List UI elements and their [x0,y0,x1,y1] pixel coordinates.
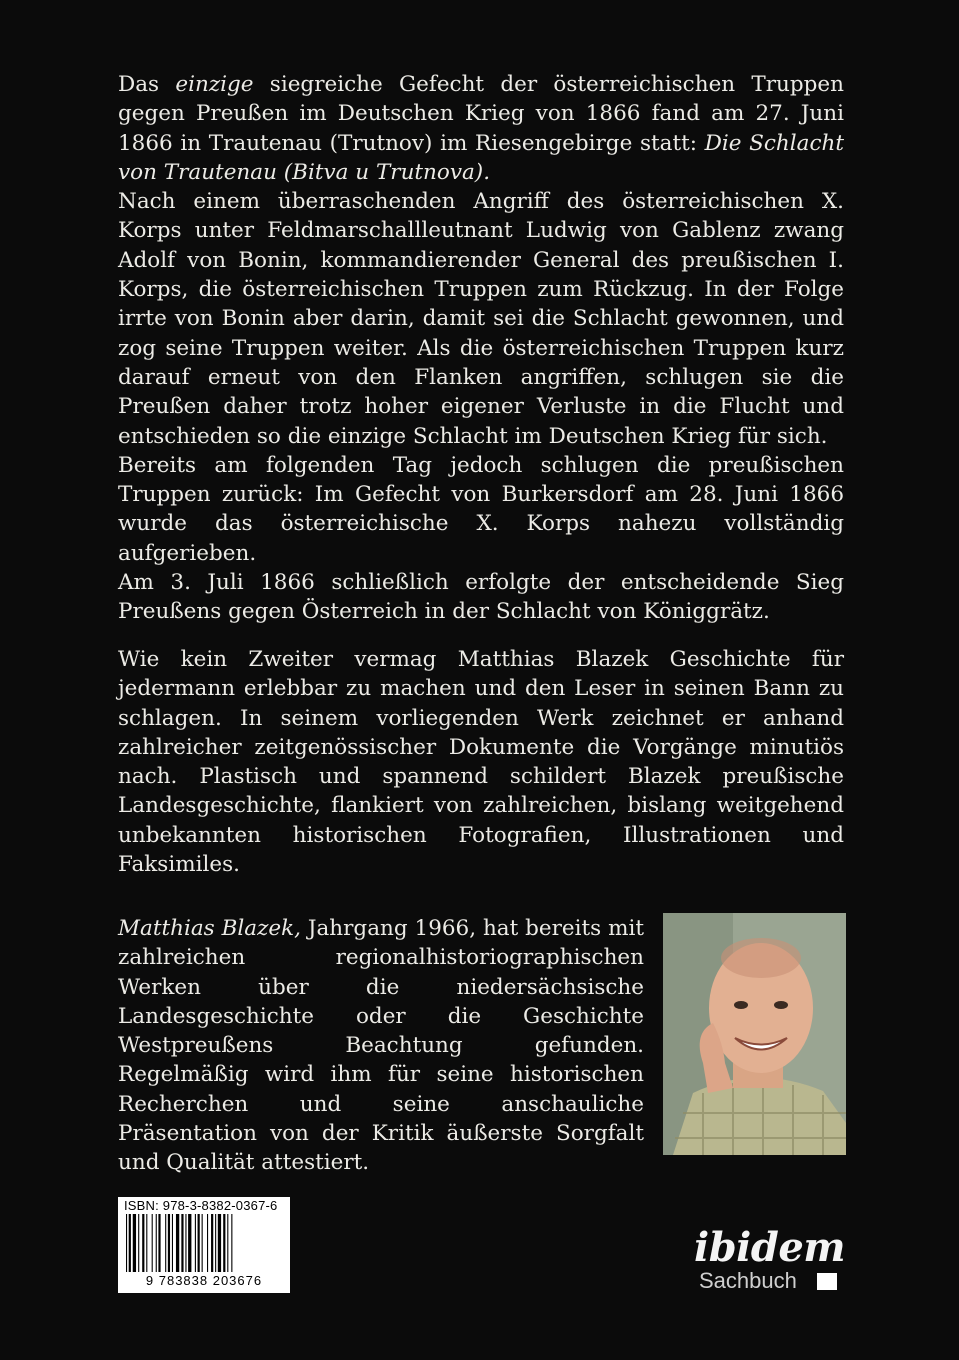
author-name: Matthias Blazek, [118,916,301,941]
barcode-digits: 9 783838 203676 [145,1273,263,1288]
blurb-paragraph-3: Bereits am folgenden Tag jedoch schlugen die preußischen Truppen zurück: Im Gefecht von Burkersdorf am 28. Juni 1866 wurde das österreichische X. Korps nahezu vollständig aufgerieben. [118,452,844,566]
praise-block [118,645,844,879]
barcode-bars [126,1214,282,1274]
battle-title: Die Schlacht von Trautenau (Bitva u Trutnova). [118,130,844,185]
blurb-paragraph-4: Am 3. Juli 1866 schließlich erfolgte der entscheidende Sieg Preußens gegen Österreich in der Schlacht von Königgrätz. [118,570,844,625]
author-bio [118,914,644,1178]
publisher-square-icon [817,1273,837,1290]
isbn-barcode [118,1197,290,1293]
blurb-paragraph-2: Nach einem überraschenden Angriff des österreichischen X. Korps unter Feldmarschallleutnant Ludwig von Gablenz zwang Adolf von Bonin, kommandierender General des preußischen I. Korps, die österreichischen Truppen zum Rückzug. In der Folge irrte von Bonin aber darin, damit sei die Schlacht gewonnen, und zog seine Truppen weiter. Als die österreichischen Truppen kurz darauf erneut von den Flanken angriffen, schlugen sie die Preußen daher trotz hoher eigener Verluste in die Flucht und entschieden so die einzige Schlacht im Deutschen Krieg für sich. [118,189,844,449]
isbn-label: ISBN: 978-3-8382-0367-6 [124,1198,278,1213]
blurb-paragraph-1: Das einzige siegreiche Gefecht der österreichischen Truppen gegen Preußen im Deutschen Krieg von 1866 fand am 27. Juni 1866 in Trautenau (Trutnov) im Riesengebirge statt: Die Schlacht von Trautenau (Bitva u Trutnova). [118,72,844,185]
publisher-series: Sachbuch [699,1268,797,1293]
praise-paragraph: Wie kein Zweiter vermag Matthias Blazek Geschichte für jedermann erlebbar zu machen und den Leser in seinen Bann zu schlagen. In seinem vorliegenden Werk zeichnet er anhand zahlreicher zeitgenössischer Dokumente die Vorgänge minutiös nach. Plastisch und spannend schildert Blazek preußische Landesgeschichte, flankiert von zahlreichen, bislang weitgehend unbekannten historischen Fotografien, Illustrationen und Faksimiles. [118,647,844,878]
publisher-logo: ibidem [694,1224,846,1271]
emphasis-einzige: einzige [175,72,254,97]
author-photo [663,913,846,1155]
author-bio-text: Jahrgang 1966, hat bereits mit zahlreichen regionalhistoriographischen Werken über die niedersächsische Landesgeschichte oder die Geschichte Westpreußens Beachtung gefunden. Regelmäßig wird ihm für seine historischen Recherchen und seine anschauliche Präsentation von der Kritik äußerste Sorgfalt und Qualität attestiert. [118,916,644,1176]
author-portrait-image [663,913,846,1155]
back-cover-blurb [118,70,844,627]
